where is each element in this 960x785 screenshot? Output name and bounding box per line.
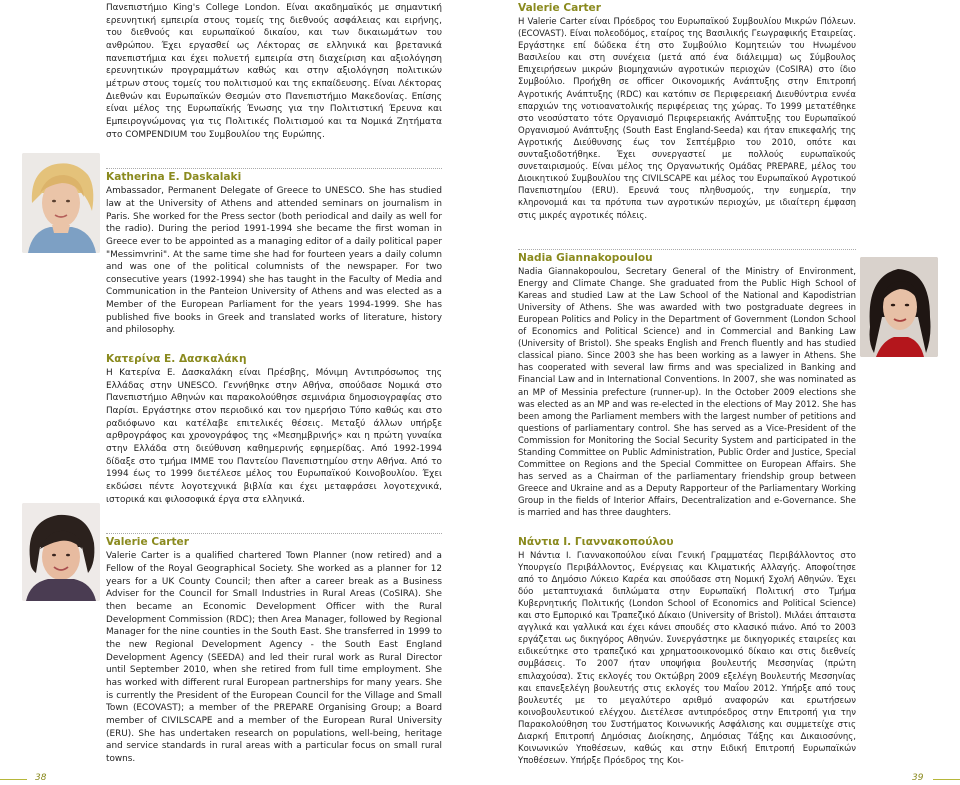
bio-name: Nadia Giannakopoulou [518, 251, 653, 264]
section-divider [106, 168, 442, 169]
portrait-image [22, 153, 100, 253]
portrait-photo-nadia [860, 257, 938, 357]
section-divider [106, 533, 442, 534]
bio-text: Nadia Giannakopoulou, Secretary General of the Ministry of Environment, Energy and Climate Change. She graduated from the Public High School of Kareas and studied Law at the Law School of the National and Kapodistrian University of Athens. She was awarded with two postgraduate degrees in European Politics and Policy in the Department of Government (London School of Economics and Political Science) and in Commercial and Banking Law (University of Bristol). She speaks English and French fluently and has studied classical piano. Since 2003 she has been working as a lawyer in Athens. She has cooperated with several law firms and was specialized in Banking and Financial Law and in International Conventions. In 2007, she was nominated as an MP of Messinia prefecture (runner-up). In the October 2009 elections she was elected as an MP and was re-elected in the elections of May 2012. She has been among the Parliament members with the largest number of petitions and questions of parliamentary control. She has served as a Vice-President of the Commission for Monitoring the Social Security System and participated in the Standing Committee on Public Administration, Public Order and Justice, Special Committee on Regions and the Special Committee on European Affairs. She has served as a Chairman of the parliamentary friendship group between Greece and Ukraine and as a Deputy Rapporteur of the Parliamentary Working Group in the fields of Interior Affairs, Decentralization and e-Governance. She is married and has three daughters. [518, 266, 856, 519]
bio-valerie-en [106, 533, 442, 765]
portrait-photo-katherina [22, 153, 100, 253]
bio-katherina-el [106, 353, 442, 506]
bio-text: Valerie Carter is a qualified chartered Town Planner (now retired) and a Fellow of the Royal Geographical Society. She worked as a planner for 12 years for a UK County Council; then after a career break as a Business Adviser for the Council for Small Industries in Rural Areas (CoSIRA). She then became an Economic Development Officer with the Rural Development Commission (RDC); then Area Manager, followed by Regional Manager for the nine counties in the South East. She transferred in 1999 to the new Regional Development Agency - the South East England Development Agency (SEEDA) and led their rural work as Rural Director until September 2010, when she retired from full time employment. She has worked with different rural European partnerships for many years. She is currently the President of the European Council for the Village and Small Town (ECOVAST); a member of the PREPARE Organising Group; a Board member of CIVILSCAPE and a member of the European Rural University (ERU). She has undertaken research on populations, well-being, heritage and service standards in rural areas with a particular focus on small rural towns. [106, 551, 442, 764]
bio-nadia-en [518, 249, 856, 520]
bio-text: Η Νάντια Ι. Γιαννακοπούλου είναι Γενική Γραμματέας Περιβάλλοντος στο Υπουργείο Περιβάλλοντος, Ενέργειας και Κλιματικής Αλλαγής. Αποφοίτησε από το Δημόσιο Λύκειο Καρέα και σπούδασε στη Νομική Σχολή Αθηνών. Έχει δύο μεταπτυχιακά διπλώματα στην Ευρωπαϊκή Πολιτική στο Τμήμα Κυβερνητικής Πολιτικής (London School of Economics and Political Science) και στο Εμπορικό και Τραπεζικό Δίκαιο (University of Bristol). Μιλάει άπταιστα αγγλικά και γαλλικά και έχει κάνει σπουδές στο κλασικό πιάνο. Από το 2003 εργάζεται ως δικηγόρος Αθηνών. Συνεργάστηκε με δικηγορικές εταιρείες και ειδικεύτηκε στο τραπεζικό και χρηματοοικονομικό δίκαιο και στις διεθνείς συμβάσεις. Το 2007 ήταν υποψήφια βουλευτής Μεσσηνίας (πρώτη επιλαχούσα). Στις εκλογές του Οκτώβρη 2009 εξελέγη Βουλευτής Μεσσηνίας και επανεξελέγη βουλευτής στις εκλογές του Μαΐου 2012. Υπήρξε από τους βουλευτές με το μεγαλύτερο αριθμό αναφορών και ερωτήσεων κοινοβουλευτικού ελέγχου. Διετέλεσε αντιπρόεδρος στην Επιτροπή για την Παρακολούθηση του Συστήματος Κοινωνικής Ασφάλισης και συμμετείχε στις Διαρκή Επιτροπή Δημόσιας Διοίκησης, Δημόσιας Τάξης και Δικαιοσύνης, Κοινωνικών Υποθέσεων, καθώς και στην Ειδική Επιτροπή Ευρωπαϊκών Υποθέσεων. Υπήρξε Πρόεδρος της Κοι- [518, 550, 856, 767]
bio-text: Η Valerie Carter είναι Πρόεδρος του Ευρωπαϊκού Συμβουλίου Μικρών Πόλεων. (ECOVAST). Είναι πολεοδόμος, εταίρος της Βασιλικής Γεωγραφικής Εταιρείας. Εργάστηκε επί δώδεκα έτη στο Συμβούλιο Κομητειών του Ηνωμένου Βασιλείου και στη συνέχεια (μετά από ένα διάλειμμα) ως Σύμβουλος Επιχειρήσεων μικρών βιομηχανιών αγροτικών περιοχών (CoSIRA) στο ίδιο Συμβούλιο. Προήχθη σε officer Οικονομικής Ανάπτυξης στην Επιτροπή Αγροτικής Ανάπτυξης (RDC) και κατόπιν σε Περιφερειακή Διευθύντρια εννέα επαρχιών της νοτιοανατολικής περιφέρειας της χώρας. Το 1999 μετατέθηκε στο νεοσύστατο τότε Οργανισμό Περιφερειακής Ανάπτυξης του Ευρωπαϊκού Οργανισμού Ανάπτυξης (South East England-Seeda) και ήταν επικεφαλής της Αγροτικής Διεύθυνσης έως τον Σεπτέμβριο του 2010, οπότε και συνταξιοδοτήθηκε. Έχει συνεργαστεί με πολλούς ευρωπαϊκούς συνεταιρισμούς. Είναι μέλος της Οργανωτικής Ομάδας PREPARE, μέλος του Διοικητικού Συμβουλίου της CIVILSCAPE και μέλος του Ευρωπαϊκού Αγροτικού Πανεπιστημίου (ERU). Ερευνά τους πληθυσμούς, την ευημερία, την κληρονομιά και τα πρότυπα των αγροτικών περιοχών, με ιδιαίτερη έμφαση στις μικρές αγροτικές πόλεις. [518, 17, 856, 221]
bio-name: Νάντια Ι. Γιαννακοπούλου [518, 535, 674, 548]
bio-name: Katherina E. Daskalaki [106, 171, 242, 184]
left-page-column [106, 2, 442, 765]
bio-name: Valerie Carter [518, 2, 601, 14]
bio-text: Ambassador, Permanent Delegate of Greece to UNESCO. She has studied law at the University of Athens and attended seminars on journalism in Paris. She worked for the Press sector (both periodical and daily as well for the radio). During the period 1991-1994 she became the first woman in Greece ever to be appointed as a managing editor of a daily political paper "Messimvrini". At the same time she had for fourteen years a daily column and was one of the political columnists of the newspaper. For two consecutive years (1992-1994) she has taught in the Faculty of Media and Communication in the Panteion University of Athens and was elected as a Member of the European Parliament for the years 1994-1999. She has published five books in Greek and translated works of literature, history and philosophy. [106, 186, 442, 336]
portrait-image [22, 503, 100, 601]
intro-greek-paragraph: Πανεπιστήμιο King's College London. Είναι ακαδημαϊκός με σημαντική ερευνητική εμπειρία στους τομείς της διεθνούς ασφάλειας και ειρήνης, του διεθνούς και ευρωπαϊκού δικαίου, και των δικαιωμάτων του ανθρώπου. Έχει εργασθεί ως Λέκτορας σε ελληνικά και βρετανικά πανεπιστήμια και έχει πολυετή εμπειρία στη διαχείριση και αξιολόγηση ερευνητικών προγραμμάτων καθώς και στην αξιολόγηση πολιτικών μέτρων στους τομείς του πολιτισμού και της εκπαίδευσης. Είναι Λέκτορας Διεθνών και Ευρωπαϊκών Θεσμών στο Πανεπιστήμιο Μακεδονίας. Επίσης είναι μέλος της Ευρωπαϊκής Ένωσης για την Πολιτιστική Έρευνα και Εμπειρογνώμονας για τις Πολιτικές Πολιτισμού και τα Νομικά Ζητήματα στο COMPENDIUM του Συμβουλίου της Ευρώπης. [106, 3, 442, 140]
bio-name: Valerie Carter [106, 536, 189, 549]
right-page-column [518, 2, 856, 767]
section-divider [518, 249, 856, 250]
page-number-left: 38 [35, 773, 47, 783]
bio-name: Κατερίνα Ε. Δασκαλάκη [106, 353, 247, 366]
portrait-photo-valerie [22, 503, 100, 601]
page-number-right: 39 [912, 773, 924, 783]
bio-katherina-en [106, 168, 442, 337]
footer-rule-left [0, 779, 27, 780]
portrait-image [860, 257, 938, 357]
bio-valerie-el [518, 2, 856, 222]
bio-text: Η Κατερίνα Ε. Δασκαλάκη είναι Πρέσβης, Μόνιμη Αντιπρόσωπος της Ελλάδας στην UNESCO. Γεννήθηκε στην Αθήνα, σπούδασε Νομικά στο Πανεπιστήμιο Αθηνών και παρακολούθησε σεμινάρια δημοσιογραφίας στο Παρίσι. Εργάστηκε στον περιοδικό και τον ημερήσιο Τύπο καθώς και στο ραδιόφωνο και κατέλαβε επιτελικές θέσεις. Μεταξύ άλλων υπήρξε αρθρογράφος και χρονογράφος της «Μεσημβρινής» και η πρώτη γυναίκα στην Ελλάδα στη διεύθυνση καθημερινής εφημερίδας. Από 1992-1994 δίδαξε στο τμήμα ΙΜΜΕ του Παντείου Πανεπιστημίου στην Αθήνα. Από το 1994 έως το 1999 διετέλεσε μέλος του Ευρωπαϊκού Κοινοβουλίου. Έχει εκδώσει πέντε λογοτεχνικά βιβλία και έχει μεταφράσει λογοτεχνικά, ιστορικά και φιλοσοφικά έργα στα ελληνικά. [106, 368, 442, 505]
footer-rule-right [933, 779, 960, 780]
bio-nadia-el [518, 536, 856, 768]
